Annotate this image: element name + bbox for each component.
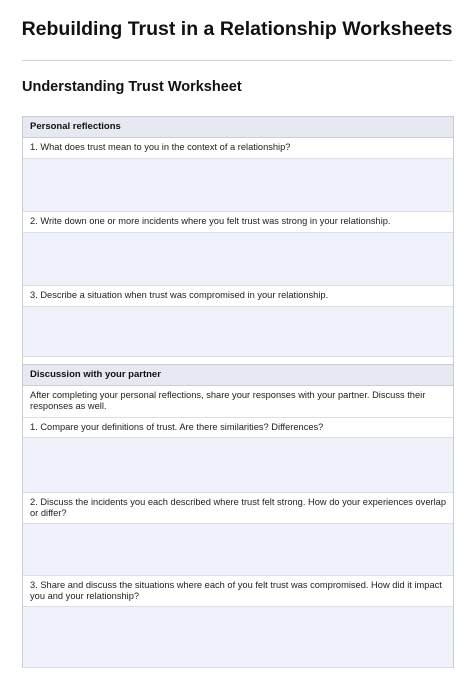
answer-field-discussion-2[interactable] — [23, 524, 453, 576]
answer-field-personal-2[interactable] — [23, 233, 453, 286]
answer-field-discussion-1[interactable] — [23, 438, 453, 493]
discussion-intro: After completing your personal reflections, share your responses with your partner. Discuss their responses as well. — [23, 386, 453, 418]
question-text: 3. Describe a situation when trust was compromised in your relationship. — [23, 286, 453, 307]
question-text: 2. Discuss the incidents you each described where trust felt strong. How do your experiences overlap or differ? — [23, 493, 453, 524]
section-spacer — [23, 357, 453, 365]
answer-field-discussion-3[interactable] — [23, 607, 453, 668]
answer-field-personal-3[interactable] — [23, 307, 453, 357]
personal-reflections-header: Personal reflections — [23, 117, 453, 138]
question-text: 1. Compare your definitions of trust. Are there similarities? Differences? — [23, 418, 453, 438]
worksheet-table — [22, 116, 454, 668]
question-text: 2. Write down one or more incidents where you felt trust was strong in your relationship. — [23, 212, 453, 233]
title-divider — [22, 60, 452, 61]
answer-field-personal-1[interactable] — [23, 159, 453, 212]
discussion-header: Discussion with your partner — [23, 365, 453, 386]
question-text: 3. Share and discuss the situations where each of you felt trust was compromised. How did it impact you and your relationship? — [23, 576, 453, 607]
page-title: Rebuilding Trust in a Relationship Worksheets — [21, 18, 453, 40]
worksheet-title: Understanding Trust Worksheet — [22, 79, 242, 95]
question-text: 1. What does trust mean to you in the context of a relationship? — [23, 138, 453, 159]
